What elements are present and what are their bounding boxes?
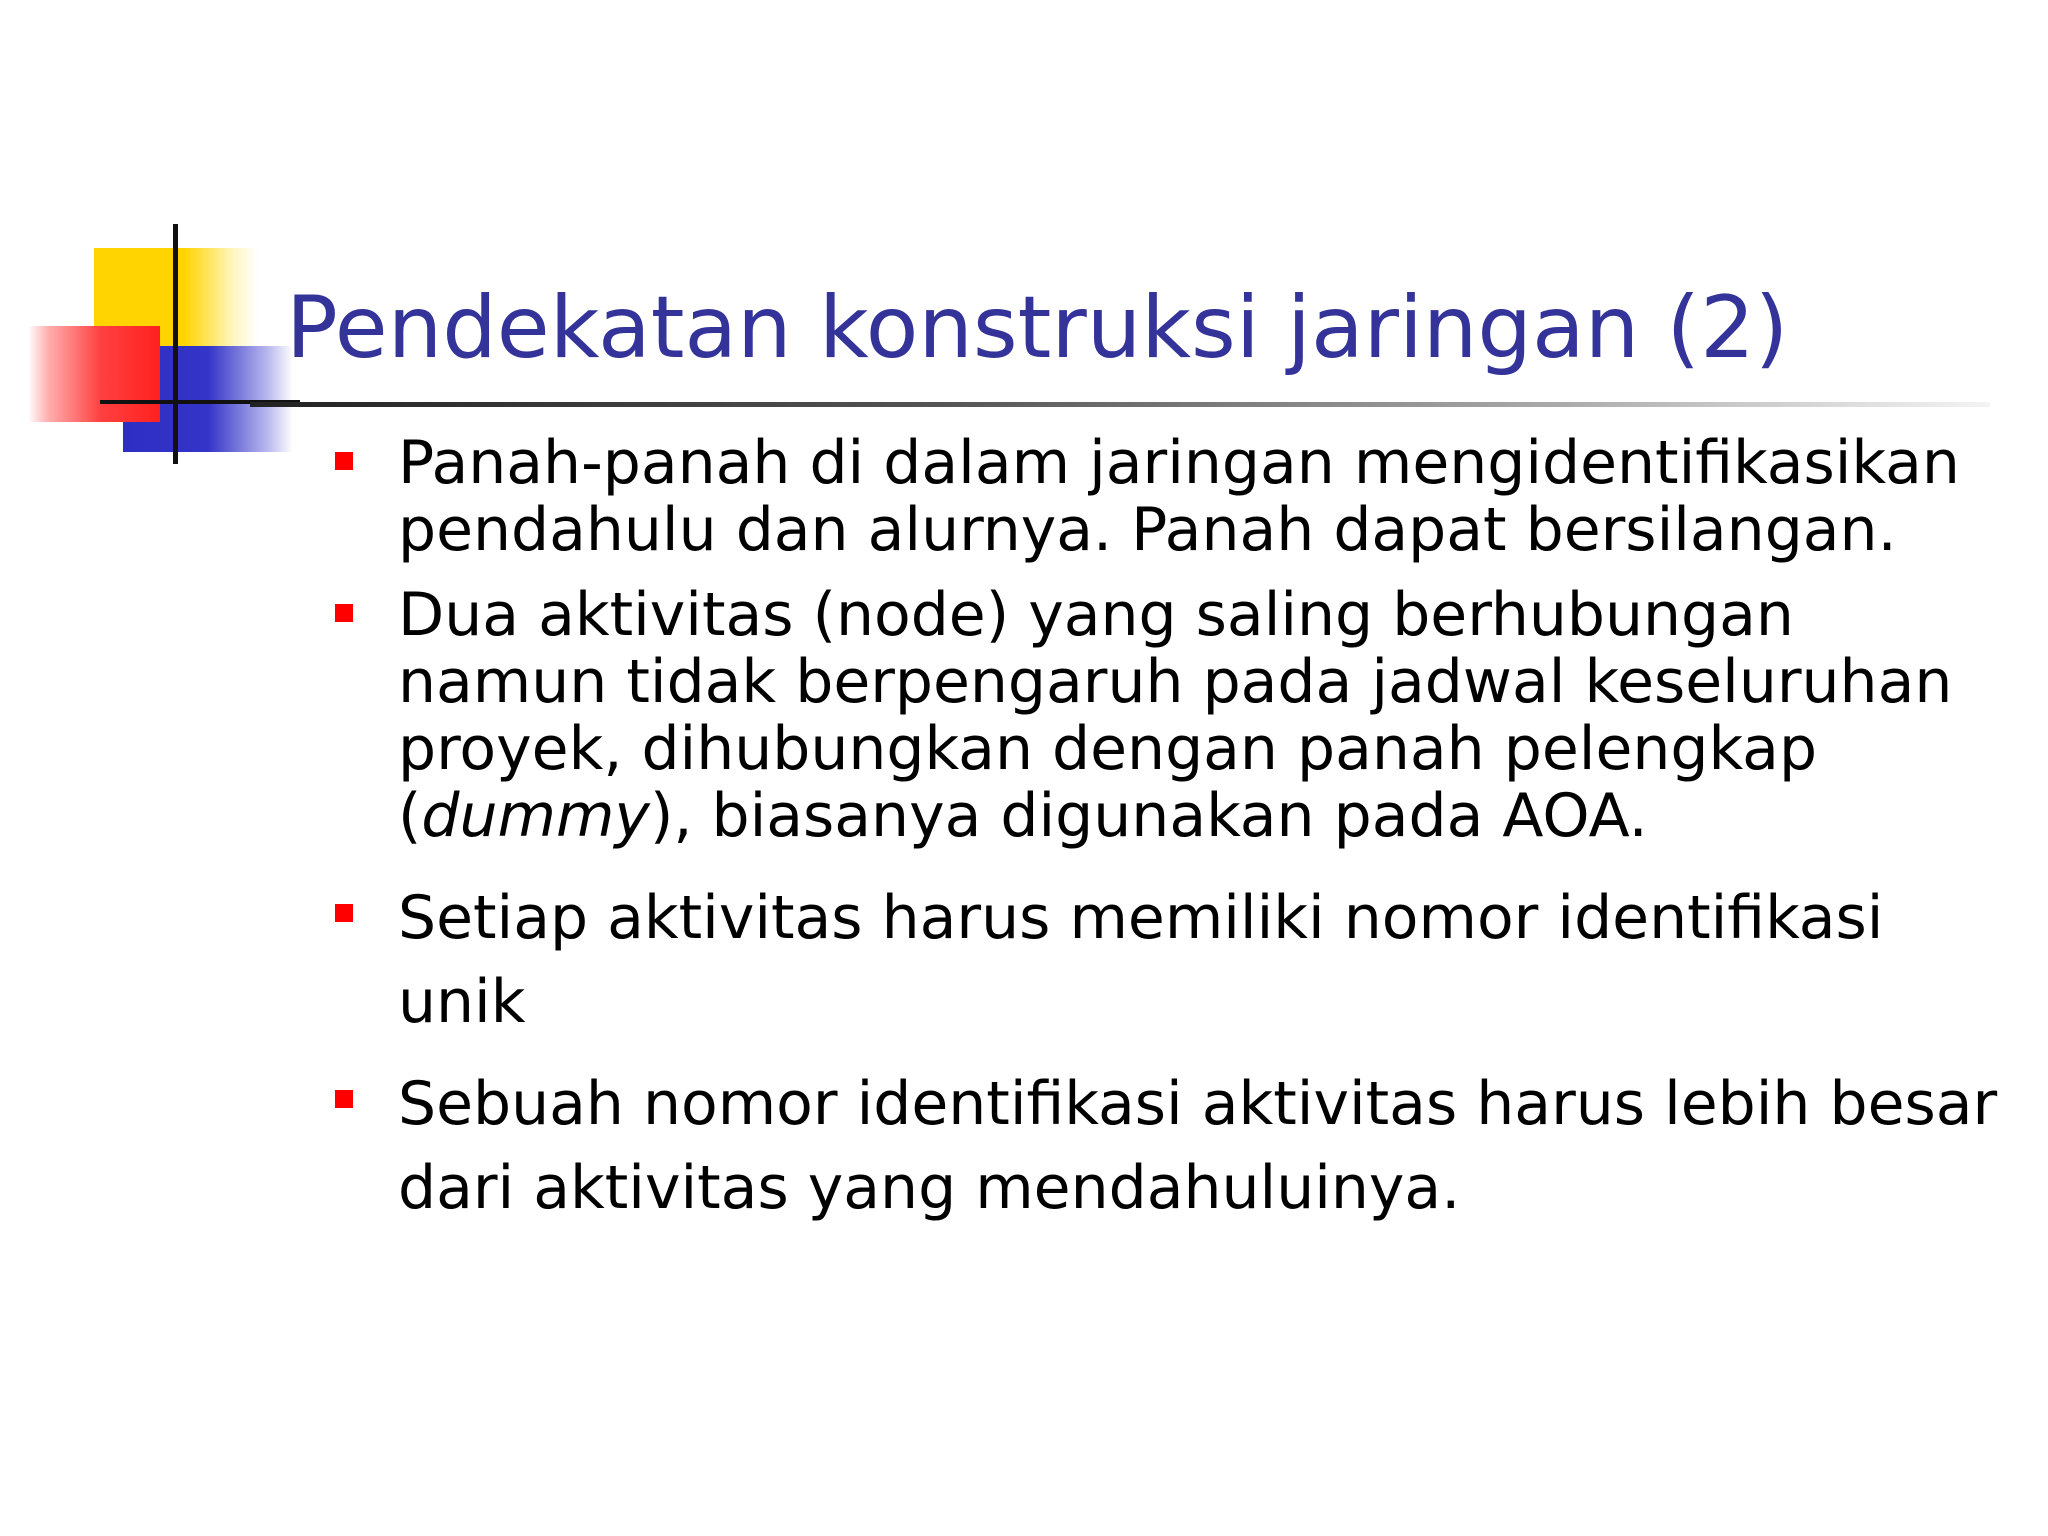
bullet-item (330, 582, 2020, 850)
bullet-item (330, 1062, 2020, 1230)
italic-term: dummy (421, 781, 650, 851)
bullet-text: Sebuah nomor identifikasi aktivitas harus lebih besar dari aktivitas yang mendahuluinya. (398, 1069, 1998, 1223)
red-square-bullet-icon (335, 904, 353, 922)
bullet-item (330, 430, 2020, 564)
bullet-text (398, 580, 1952, 851)
red-square-bullet-icon (335, 1090, 353, 1108)
red-square-bullet-icon (335, 604, 353, 622)
bullet-text-part: Dua aktivitas (node) yang saling berhubungan namun tidak berpengaruh pada jadwal keseluruhan proyek, dihubungkan dengan panah pelengkap ( (398, 580, 1953, 851)
slide-title: Pendekatan konstruksi jaringan (2) (286, 278, 1789, 378)
bullet-item (330, 876, 2020, 1044)
bullet-list (330, 430, 2020, 1230)
red-square-bullet-icon (335, 452, 353, 470)
bullet-text: Setiap aktivitas harus memiliki nomor identifikasi unik (398, 883, 1884, 1037)
bullet-text: Panah-panah di dalam jaringan mengidentifikasikan pendahulu dan alurnya. Panah dapat bersilangan. (398, 428, 1960, 565)
red-square-decoration (28, 326, 160, 422)
title-underline (250, 402, 1990, 407)
bullet-text-part: ), biasanya digunakan pada AOA. (649, 781, 1648, 851)
vertical-line-decoration (173, 224, 178, 464)
